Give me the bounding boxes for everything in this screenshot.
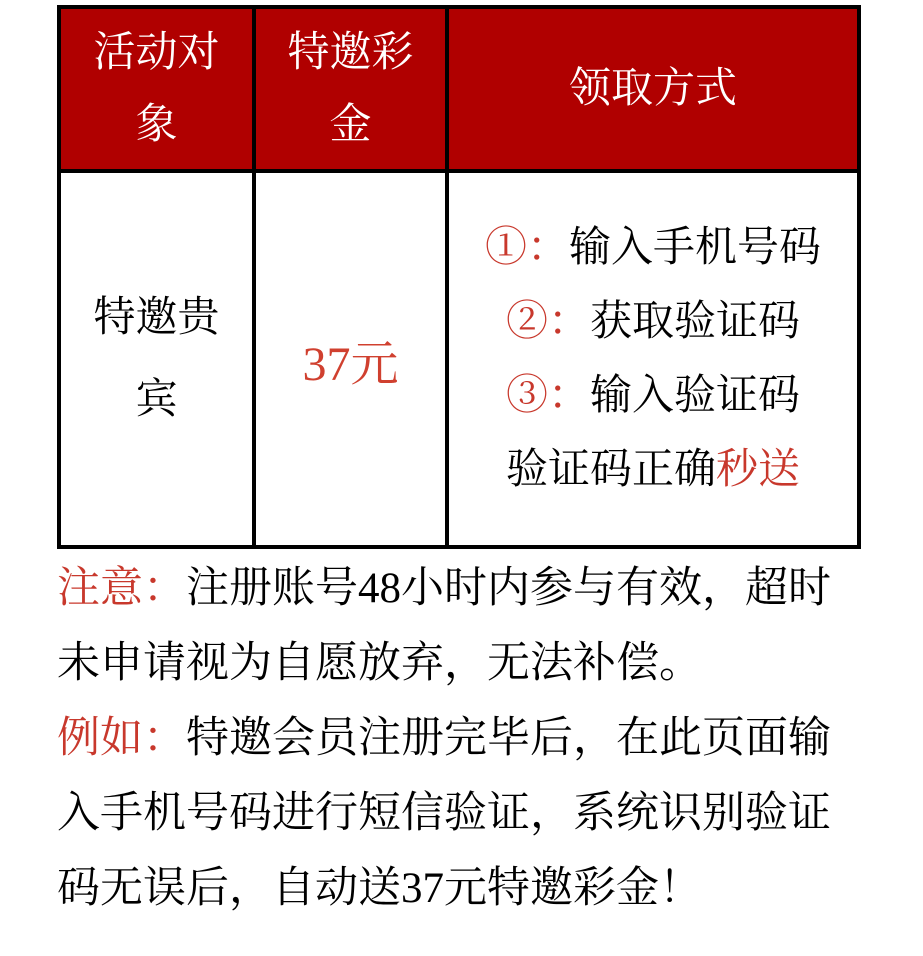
text-segment: 未申请视为自愿放弃，无法补偿。 bbox=[57, 640, 702, 687]
text-line bbox=[449, 433, 857, 507]
promo-page bbox=[0, 5, 923, 956]
text-line bbox=[57, 701, 897, 776]
table-row bbox=[59, 171, 859, 547]
note-paragraph-example bbox=[57, 701, 897, 926]
note-paragraph-notice bbox=[57, 551, 897, 701]
cell-bonus-amount: 37元 bbox=[254, 171, 447, 547]
text-segment: 获取验证码 bbox=[590, 299, 801, 345]
highlighted-text: ②： bbox=[505, 299, 590, 345]
text-segment: 注册账号48小时内参与有效，超时 bbox=[186, 565, 831, 612]
text-line bbox=[57, 776, 897, 851]
claim-steps-list bbox=[449, 211, 857, 507]
text-line: 特邀贵 bbox=[93, 295, 220, 341]
cell-activity-target bbox=[59, 171, 254, 547]
text-line bbox=[57, 551, 897, 626]
notes-section bbox=[57, 551, 897, 926]
header-claim-method bbox=[447, 7, 859, 171]
highlighted-text: ③： bbox=[505, 373, 590, 419]
text-segment: 输入验证码 bbox=[590, 373, 801, 419]
promo-table bbox=[57, 5, 861, 549]
text-line bbox=[57, 851, 897, 926]
header-activity-target bbox=[59, 7, 254, 171]
text-line bbox=[449, 211, 857, 285]
header-invite-bonus bbox=[254, 7, 447, 171]
text-line bbox=[449, 359, 857, 433]
highlighted-text: 例如： bbox=[57, 715, 186, 762]
text-line bbox=[57, 626, 897, 701]
text-segment: 特邀会员注册完毕后，在此页面输 bbox=[186, 715, 831, 762]
promo-table-header bbox=[59, 7, 859, 171]
text-line: 宾 bbox=[135, 377, 178, 423]
text-line: 领取方式 bbox=[568, 66, 737, 112]
text-line: 特邀彩 bbox=[287, 30, 414, 76]
text-line bbox=[449, 285, 857, 359]
cell-claim-steps bbox=[447, 171, 859, 547]
highlighted-text: ①： bbox=[484, 225, 569, 271]
text-segment: 验证码正确 bbox=[505, 447, 716, 493]
promo-table-body bbox=[59, 171, 859, 547]
text-line: 金 bbox=[329, 102, 372, 148]
text-line: 象 bbox=[135, 102, 178, 148]
header-row bbox=[59, 7, 859, 171]
text-line: 活动对 bbox=[93, 30, 220, 76]
text-segment: 入手机号码进行短信验证，系统识别验证 bbox=[57, 790, 831, 837]
highlighted-text: 秒送 bbox=[716, 447, 801, 493]
text-segment: 输入手机号码 bbox=[569, 225, 822, 271]
highlighted-text: 注意： bbox=[57, 565, 186, 612]
text-segment: 码无误后，自动送37元特邀彩金！ bbox=[57, 865, 702, 912]
